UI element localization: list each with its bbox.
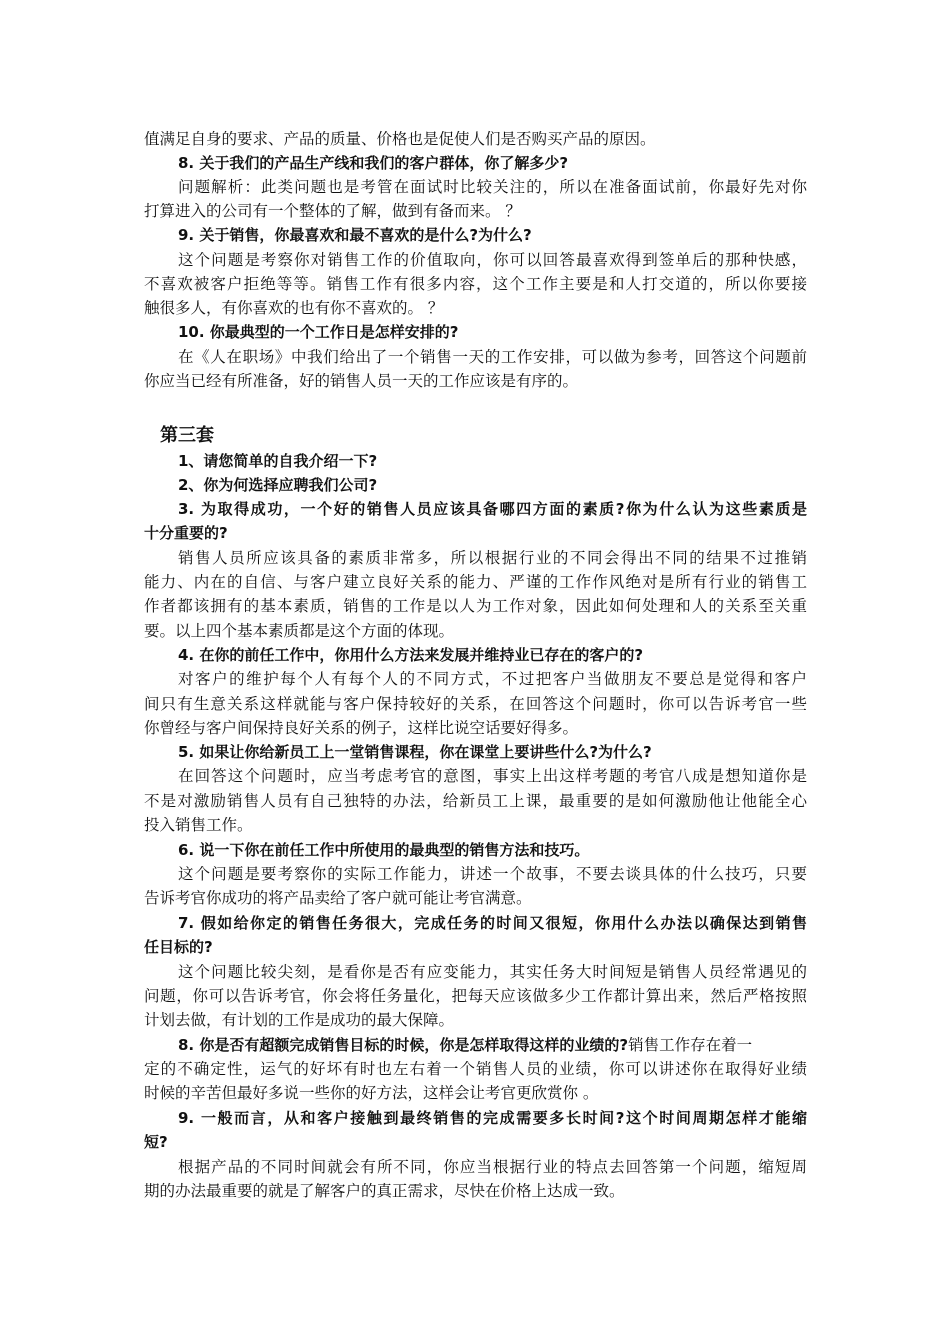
paragraph-line: 值满足自身的要求、产品的质量、价格也是促使人们是否购买产品的原因。 (144, 130, 656, 148)
question-heading: 任目标的? (144, 938, 213, 956)
paragraph-line: 时候的辛苦但最好多说一些你的好方法，这样会让考官更欣赏你 。 (144, 1084, 599, 1102)
paragraph-line: 在回答这个问题时，应当考虑考官的意图，事实上出这样考题的考官八成是想知道你是 (178, 767, 807, 785)
question-heading: 7. 假如给你定的销售任务很大，完成任务的时间又很短，你用什么办法以确保达到销售 (178, 914, 807, 932)
question-heading: 十分重要的? (144, 524, 228, 542)
paragraph-line: 告诉考官你成功的将产品卖给了客户就可能让考官满意。 (144, 889, 532, 907)
paragraph-line: 要。以上四个基本素质都是这个方面的体现。 (144, 622, 455, 640)
paragraph-line: 销售人员所应该具备的素质非常多，所以根据行业的不同会得出不同的结果不过推销 (178, 549, 807, 567)
paragraph-line: 这个问题是考察你对销售工作的价值取向，你可以回答最喜欢得到签单后的那种快感， (178, 251, 807, 269)
paragraph-line: 作者都该拥有的基本素质，销售的工作是以人为工作对象，因此如何处理和人的关系至关重 (144, 597, 807, 615)
paragraph-line: 问题，你可以告诉考官，你会将任务量化，把每天应该做多少工作都计算出来，然后严格按照 (144, 987, 807, 1005)
paragraph-line: 触很多人，有你喜欢的也有你不喜欢的。 ？ (144, 299, 444, 317)
paragraph-line: 能力、内在的自信、与客户建立良好关系的能力、严谨的工作作风绝对是所有行业的销售工 (144, 573, 807, 591)
paragraph-line: 根据产品的不同时间就会有所不同，你应当根据行业的特点去回答第一个问题，缩短周 (178, 1158, 807, 1176)
paragraph-text: 销售工作存在着一 (628, 1036, 753, 1054)
paragraph-line: 对客户的维护每个人有每个人的不同方式，不过把客户当做朋友不要总是觉得和客户 (178, 670, 807, 688)
paragraph-line: 计划去做，有计划的工作是成功的最大保障。 (144, 1011, 455, 1029)
paragraph-line: 这个问题是要考察你的实际工作能力，讲述一个故事，不要去谈具体的什么技巧，只要 (178, 865, 807, 883)
question-heading: 短? (144, 1133, 168, 1151)
question-heading: 2、你为何选择应聘我们公司? (178, 476, 378, 494)
paragraph-line: 问题解析：此类问题也是考管在面试时比较关注的，所以在准备面试前，你最好先对你 (178, 178, 807, 196)
question-heading: 3. 为取得成功，一个好的销售人员应该具备哪四方面的素质?你为什么认为这些素质是 (178, 500, 807, 518)
mixed-question-line (178, 1033, 807, 1057)
section-title: 第三套 (160, 425, 214, 446)
question-heading: 5. 如果让你给新员工上一堂销售课程，你在课堂上要讲些什么?为什么? (178, 743, 652, 761)
paragraph-line: 定的不确定性，运气的好坏有时也左右着一个销售人员的业绩，你可以讲述你在取得好业绩 (144, 1060, 807, 1078)
question-heading: 1、请您简单的自我介绍一下? (178, 452, 378, 470)
paragraph-line: 不喜欢被客户拒绝等等。销售工作有很多内容，这个工作主要是和人打交道的，所以你要接 (144, 275, 807, 293)
question-heading: 4. 在你的前任工作中，你用什么方法来发展并维持业已存在的客户的? (178, 646, 644, 664)
paragraph-line: 投入销售工作。 (144, 816, 253, 834)
question-heading: 8. 你是否有超额完成销售目标的时候，你是怎样取得这样的业绩的? (178, 1036, 629, 1054)
paragraph-line: 期的办法最重要的就是了解客户的真正需求，尽快在价格上达成一致。 (144, 1182, 625, 1200)
paragraph-line: 打算进入的公司有一个整体的了解，做到有备而来。 ？ (144, 202, 521, 220)
paragraph-line: 你应当已经有所准备，好的销售人员一天的工作应该是有序的。 (144, 372, 579, 390)
paragraph-line: 这个问题比较尖刻，是看你是否有应变能力，其实任务大时间短是销售人员经常遇见的 (178, 963, 807, 981)
question-heading: 6. 说一下你在前任工作中所使用的最典型的销售方法和技巧。 (178, 841, 590, 859)
question-heading: 9. 一般而言，从和客户接触到最终销售的完成需要多长时间?这个时间周期怎样才能缩 (178, 1109, 807, 1127)
paragraph-line: 间只有生意关系这样就能与客户保持较好的关系，在回答这个问题时，你可以告诉考官一些 (144, 695, 807, 713)
paragraph-line: 在《人在职场》中我们给出了一个销售一天的工作安排，可以做为参考，回答这个问题前 (178, 348, 807, 366)
paragraph-line: 不是对激励销售人员有自己独特的办法，给新员工上课，最重要的是如何激励他让他能全心 (144, 792, 807, 810)
paragraph-line: 你曾经与客户间保持良好关系的例子，这样比说空话要好得多。 (144, 719, 579, 737)
question-heading: 9. 关于销售，你最喜欢和最不喜欢的是什么?为什么? (178, 226, 532, 244)
question-heading: 8. 关于我们的产品生产线和我们的客户群体，你了解多少? (178, 154, 569, 172)
question-heading: 10. 你最典型的一个工作日是怎样安排的? (178, 323, 459, 341)
